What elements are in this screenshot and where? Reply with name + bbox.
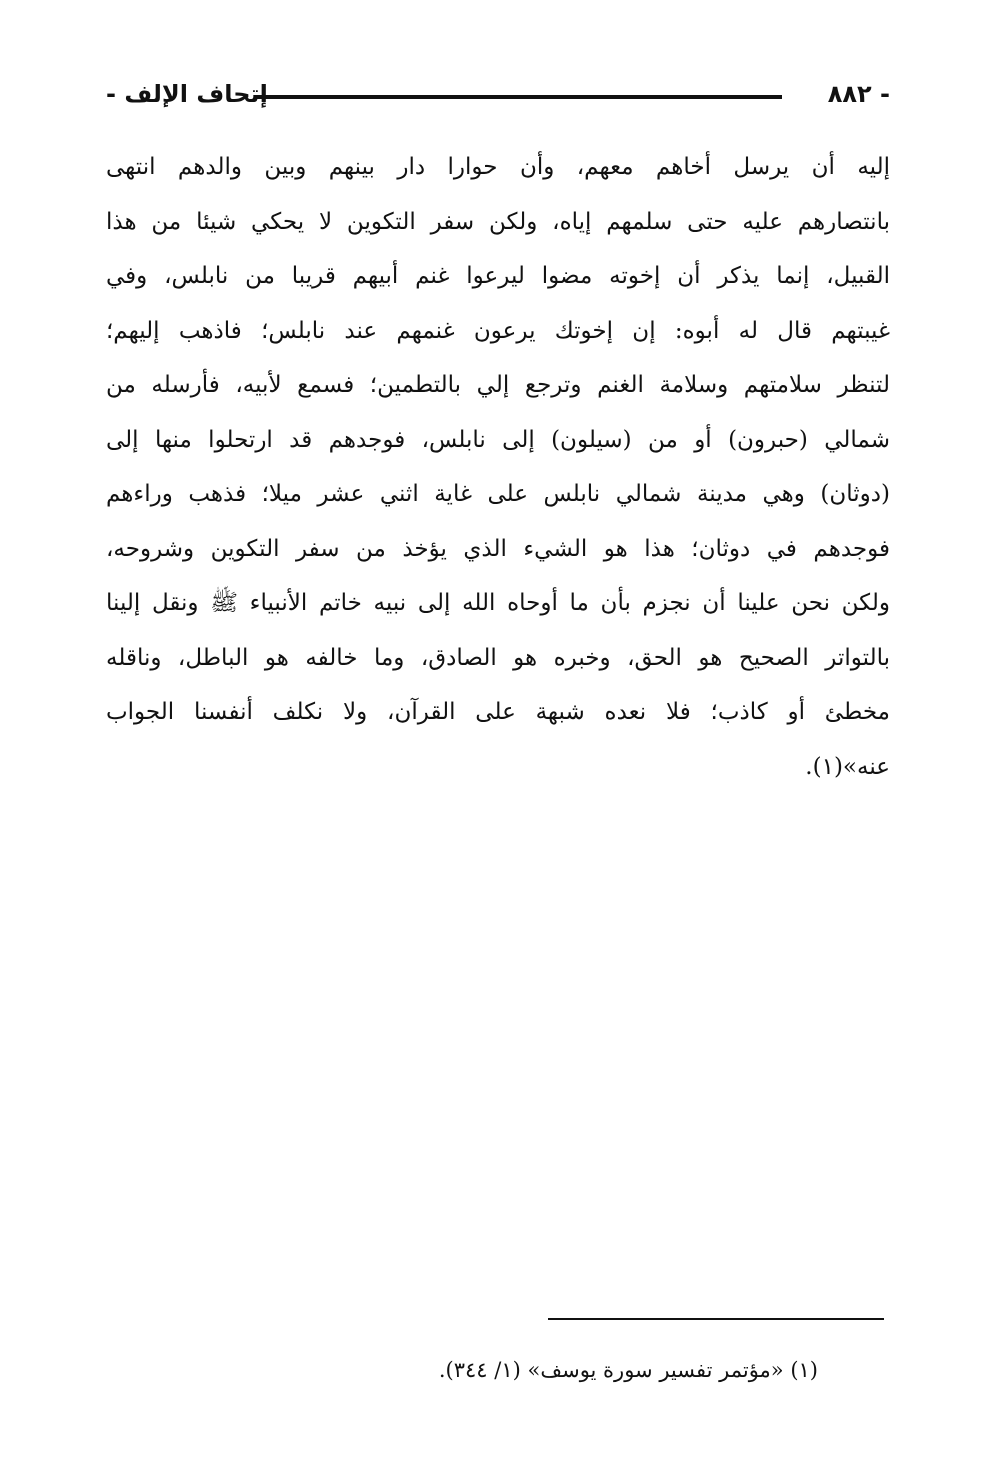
- text-line: مخطئ أو كاذب؛ فلا نعده شبهة على القرآن، ولا نكلف أنفسنا الجواب: [106, 699, 890, 725]
- text-line: (دوثان) وهي مدينة شمالي نابلس على غاية اثني عشر ميلا؛ فذهب وراءهم: [106, 481, 890, 507]
- header-rule: [256, 95, 782, 99]
- footnote-separator: [548, 1318, 884, 1320]
- text-line: لتنظر سلامتهم وسلامة الغنم وترجع إلي بالتطمين؛ فسمع لأبيه، فأرسله من: [106, 372, 891, 398]
- text-line: فوجدهم في دوثان؛ هذا هو الشيء الذي يؤخذ من سفر التكوين وشروحه،: [106, 535, 890, 562]
- text-line: عنه»(١).: [805, 753, 890, 780]
- text-line: بالتواتر الصحيح هو الحق، وخبره هو الصادق، وما خالفه هو الباطل، وناقله: [106, 644, 890, 671]
- text-line: ولكن نحن علينا أن نجزم بأن ما أوحاه الله إلى نبيه خاتم الأنبياء ﷺ ونقل إلينا: [106, 590, 890, 616]
- text-line: شمالي (حبرون) أو من (سيلون) إلى نابلس، فوجدهم قد ارتحلوا منها إلى: [106, 426, 890, 453]
- text-line: غيبتهم قال له أبوه: إن إخوتك يرعون غنمهم عند نابلس؛ فاذهب إليهم؛: [106, 317, 890, 344]
- page-number: - ٨٨٢: [827, 80, 890, 108]
- page-header: [106, 76, 890, 116]
- running-title: إتحاف الإلف -: [106, 80, 268, 108]
- main-text: [106, 140, 890, 794]
- text-line: القبيل، إنما يذكر أن إخوته مضوا ليرعوا غنم أبيهم قريبا من نابلس، وفي: [106, 263, 890, 289]
- footnote: (١) «مؤتمر تفسير سورة يوسف» (١/ ٣٤٤).: [438, 1358, 818, 1382]
- text-line: بانتصارهم عليه حتى سلمهم إياه، ولكن سفر التكوين لا يحكي شيئا من هذا: [106, 208, 890, 235]
- text-line: إليه أن يرسل أخاهم معهم، وأن حوارا دار بينهم وبين والدهم انتهى: [106, 154, 890, 180]
